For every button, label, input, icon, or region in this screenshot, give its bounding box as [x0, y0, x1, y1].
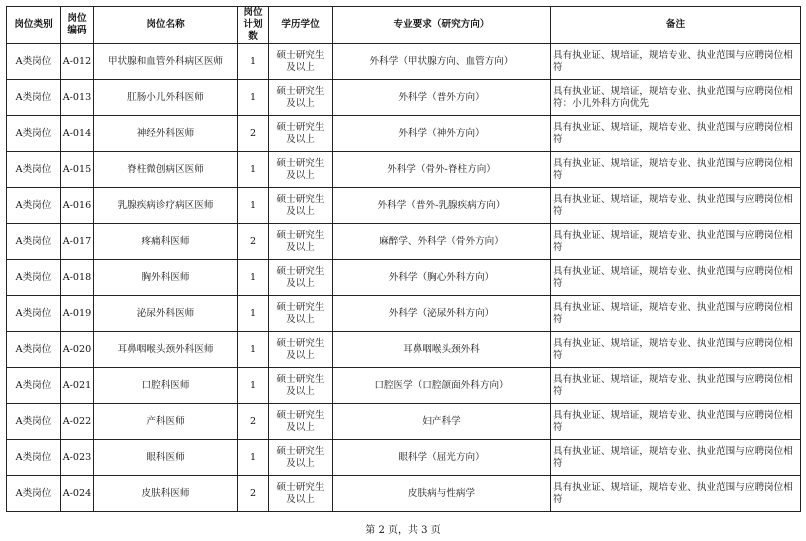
- table-body: [7, 44, 801, 512]
- cell-education: 硕士研究生及以上: [269, 404, 333, 440]
- header-education: 学历学位: [269, 7, 333, 44]
- table-row: [7, 332, 801, 368]
- cell-remark: 具有执业证、规培证，规培专业、执业范围与应聘岗位相符: [551, 44, 801, 80]
- cell-education: 硕士研究生及以上: [269, 188, 333, 224]
- cell-code: A-015: [61, 152, 94, 188]
- cell-remark: 具有执业证、规培证，规培专业、执业范围与应聘岗位相符: [551, 224, 801, 260]
- table-row: [7, 224, 801, 260]
- cell-remark: 具有执业证、规培证，规培专业、执业范围与应聘岗位相符: [551, 152, 801, 188]
- table-row: [7, 404, 801, 440]
- cell-remark: 具有执业证、规培证，规培专业、执业范围与应聘岗位相符: [551, 332, 801, 368]
- cell-code: A-018: [61, 260, 94, 296]
- cell-major: 外科学（泌尿外科方向）: [333, 296, 551, 332]
- cell-plan-count: 1: [238, 152, 269, 188]
- cell-code: A-019: [61, 296, 94, 332]
- cell-education: 硕士研究生及以上: [269, 224, 333, 260]
- cell-plan-count: 2: [238, 224, 269, 260]
- cell-category: A类岗位: [7, 224, 61, 260]
- cell-code: A-016: [61, 188, 94, 224]
- cell-major: 外科学（胸心外科方向）: [333, 260, 551, 296]
- cell-position-name: 神经外科医师: [94, 116, 238, 152]
- cell-category: A类岗位: [7, 476, 61, 512]
- table-row: [7, 152, 801, 188]
- cell-education: 硕士研究生及以上: [269, 332, 333, 368]
- cell-position-name: 脊柱微创病区医师: [94, 152, 238, 188]
- cell-major: 外科学（普外-乳腺疾病方向）: [333, 188, 551, 224]
- header-name: 岗位名称: [94, 7, 238, 44]
- cell-position-name: 疼痛科医师: [94, 224, 238, 260]
- cell-code: A-024: [61, 476, 94, 512]
- table-row: [7, 440, 801, 476]
- cell-position-name: 乳腺疾病诊疗病区医师: [94, 188, 238, 224]
- header-major: 专业要求（研究方向）: [333, 7, 551, 44]
- cell-position-name: 泌尿外科医师: [94, 296, 238, 332]
- cell-major: 耳鼻咽喉头颈外科: [333, 332, 551, 368]
- cell-major: 外科学（普外方向）: [333, 80, 551, 116]
- table-row: [7, 116, 801, 152]
- cell-category: A类岗位: [7, 332, 61, 368]
- cell-education: 硕士研究生及以上: [269, 80, 333, 116]
- cell-plan-count: 2: [238, 404, 269, 440]
- cell-category: A类岗位: [7, 116, 61, 152]
- cell-position-name: 肛肠小儿外科医师: [94, 80, 238, 116]
- cell-plan-count: 1: [238, 296, 269, 332]
- cell-plan-count: 1: [238, 440, 269, 476]
- cell-code: A-014: [61, 116, 94, 152]
- cell-plan-count: 1: [238, 80, 269, 116]
- cell-code: A-020: [61, 332, 94, 368]
- table-row: [7, 44, 801, 80]
- cell-education: 硕士研究生及以上: [269, 44, 333, 80]
- cell-education: 硕士研究生及以上: [269, 296, 333, 332]
- page-number: 第 2 页，共 3 页: [365, 525, 441, 536]
- cell-plan-count: 1: [238, 44, 269, 80]
- cell-code: A-021: [61, 368, 94, 404]
- cell-education: 硕士研究生及以上: [269, 368, 333, 404]
- header-count: 岗位计划数: [238, 7, 269, 44]
- table-row: [7, 476, 801, 512]
- cell-code: A-017: [61, 224, 94, 260]
- table-row: [7, 260, 801, 296]
- cell-remark: 具有执业证、规培证，规培专业、执业范围与应聘岗位相符: [551, 296, 801, 332]
- cell-remark: 具有执业证、规培证，规培专业、执业范围与应聘岗位相符: [551, 116, 801, 152]
- cell-major: 外科学（甲状腺方向、血管方向）: [333, 44, 551, 80]
- cell-position-name: 产科医师: [94, 404, 238, 440]
- cell-position-name: 口腔科医师: [94, 368, 238, 404]
- table-header-row: [7, 7, 801, 44]
- cell-category: A类岗位: [7, 44, 61, 80]
- cell-remark: 具有执业证、规培证，规培专业、执业范围与应聘岗位相符: [551, 440, 801, 476]
- recruitment-table: [6, 6, 801, 512]
- cell-category: A类岗位: [7, 80, 61, 116]
- cell-code: A-013: [61, 80, 94, 116]
- cell-plan-count: 2: [238, 476, 269, 512]
- cell-remark: 具有执业证、规培证，规培专业、执业范围与应聘岗位相符: [551, 260, 801, 296]
- cell-category: A类岗位: [7, 368, 61, 404]
- cell-position-name: 甲状腺和血管外科病区医师: [94, 44, 238, 80]
- cell-category: A类岗位: [7, 296, 61, 332]
- cell-remark: 具有执业证、规培证，规培专业、执业范围与应聘岗位相符: [551, 188, 801, 224]
- cell-category: A类岗位: [7, 404, 61, 440]
- cell-major: 口腔医学（口腔颌面外科方向）: [333, 368, 551, 404]
- cell-major: 外科学（骨外-脊柱方向）: [333, 152, 551, 188]
- table-row: [7, 80, 801, 116]
- cell-education: 硕士研究生及以上: [269, 476, 333, 512]
- cell-major: 妇产科学: [333, 404, 551, 440]
- cell-position-name: 眼科医师: [94, 440, 238, 476]
- cell-plan-count: 1: [238, 188, 269, 224]
- cell-category: A类岗位: [7, 152, 61, 188]
- cell-remark: 具有执业证、规培证，规培专业、执业范围与应聘岗位相符：小儿外科方向优先: [551, 80, 801, 116]
- header-remark: 备注: [551, 7, 801, 44]
- cell-code: A-012: [61, 44, 94, 80]
- cell-code: A-022: [61, 404, 94, 440]
- cell-plan-count: 1: [238, 332, 269, 368]
- header-category: 岗位类别: [7, 7, 61, 44]
- cell-major: 麻醉学、外科学（骨外方向）: [333, 224, 551, 260]
- cell-category: A类岗位: [7, 440, 61, 476]
- cell-major: 皮肤病与性病学: [333, 476, 551, 512]
- cell-category: A类岗位: [7, 260, 61, 296]
- cell-major: 外科学（神外方向）: [333, 116, 551, 152]
- cell-remark: 具有执业证、规培证，规培专业、执业范围与应聘岗位相符: [551, 476, 801, 512]
- cell-plan-count: 1: [238, 368, 269, 404]
- cell-position-name: 皮肤科医师: [94, 476, 238, 512]
- cell-plan-count: 2: [238, 116, 269, 152]
- cell-education: 硕士研究生及以上: [269, 152, 333, 188]
- cell-position-name: 耳鼻咽喉头颈外科医师: [94, 332, 238, 368]
- cell-position-name: 胸外科医师: [94, 260, 238, 296]
- cell-plan-count: 1: [238, 260, 269, 296]
- cell-education: 硕士研究生及以上: [269, 260, 333, 296]
- table-row: [7, 188, 801, 224]
- cell-remark: 具有执业证、规培证，规培专业、执业范围与应聘岗位相符: [551, 404, 801, 440]
- header-code: 岗位编码: [61, 7, 94, 44]
- cell-category: A类岗位: [7, 188, 61, 224]
- cell-major: 眼科学（屈光方向）: [333, 440, 551, 476]
- table-row: [7, 368, 801, 404]
- cell-education: 硕士研究生及以上: [269, 116, 333, 152]
- table-row: [7, 296, 801, 332]
- cell-code: A-023: [61, 440, 94, 476]
- cell-remark: 具有执业证、规培证，规培专业、执业范围与应聘岗位相符: [551, 368, 801, 404]
- cell-education: 硕士研究生及以上: [269, 440, 333, 476]
